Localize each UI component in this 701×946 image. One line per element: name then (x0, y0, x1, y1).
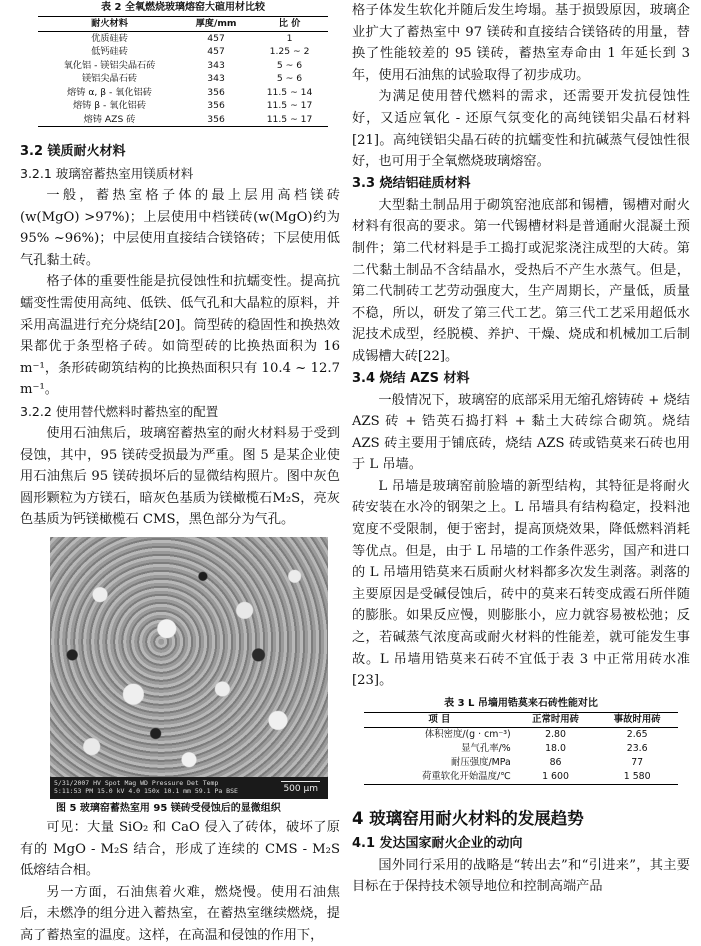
body-paragraph: 格子体发生软化并随后发生垮塌。基于损毁原因，玻璃企业扩大了蓄热室中 97 镁砖和直接结合镁铬砖的用量，替换了性能较差的 95 镁砖，蓄热室寿命由 1 年延长到 3 年，使用石油焦的试验取得了初步成功。 (352, 3, 690, 83)
body-paragraph: 另一方面，石油焦着火难，燃烧慢。使用石油焦后，未燃净的组分进入蓄热室，在蓄热室继续燃烧，提高了蓄热室的温度。这样，在高温和侵蚀的作用下， (20, 884, 340, 943)
body-paragraph: 格子体的重要性能是抗侵蚀性和抗蠕变性。提高抗蠕变性需使用高纯、低铁、低气孔和大晶粒的原料，并采用高温进行充分烧结[20]。筒型砖的稳固性和换热效果都优于条型格子砖。如筒型砖的比换热面积为 16 m⁻¹，条形砖砌筑结构的比换热面积只有 10.4 ~ 12.7 m⁻¹。 (20, 274, 340, 398)
table2-cell: 熔铸 α, β - 氧化铝砖 (67, 86, 152, 98)
table3-cell: 18.0 (545, 742, 566, 754)
body-paragraph: 国外同行采用的战略是“转出去”和“引进来”，其主要目标在于保持技术领导地位和控制高端产品 (352, 857, 690, 895)
table3-caption: 表 3 L 吊墙用锆莫来石砖性能对比 (444, 697, 598, 709)
table3-cell: 1 600 (515, 770, 597, 785)
table-row (364, 756, 678, 770)
table2-caption: 表 2 全氧燃烧玻璃熔窑大碹用材比较 (101, 2, 265, 13)
table-row (38, 86, 328, 100)
table2-cell: 5 ~ 6 (276, 59, 303, 71)
table2-cell: 343 (207, 59, 225, 71)
table2-cell: 5 ~ 6 (276, 73, 303, 84)
subsection-heading: 3.2.1 玻璃窑蓄热室用镁质材料 (20, 166, 194, 181)
section-heading: 3.3 烧结铝硅质材料 (352, 175, 471, 191)
section-heading: 4.1 发达国家耐火企业的动向 (352, 835, 523, 851)
table3-cell: 1 580 (596, 770, 678, 785)
table2-cell: 457 (207, 32, 225, 44)
table3-header: 事故时用砖 (596, 712, 678, 727)
table2-header: 耐火材料 (38, 17, 181, 32)
table3-cell: 86 (549, 756, 562, 768)
table-row (364, 742, 678, 756)
table2-cell: 11.5 ~ 14 (266, 86, 313, 98)
table-row (364, 770, 678, 785)
sem-info-line: 5/31/2007 HV Spot Mag WD Pressure Det Temp (54, 778, 219, 787)
table2 (38, 0, 328, 127)
body-paragraph: 一般，蓄热室格子体的最上层用高档镁砖(w(MgO) >97%)；上层使用中档镁砖(w(MgO)约为95% ~96%)；中层使用直接结合镁铬砖；下层使用低气孔黏土砖。 (20, 188, 340, 268)
table2-cell: 1 (286, 32, 293, 44)
table2-grid (38, 16, 328, 127)
chapter-heading: 4 玻璃窑用耐火材料的发展趋势 (352, 808, 584, 828)
table2-header: 比 价 (251, 17, 328, 32)
table2-cell: 356 (181, 113, 251, 127)
table3-cell: 显气孔率/% (461, 742, 511, 754)
table2-header: 厚度/mm (181, 17, 251, 32)
table2-cell: 1.25 ~ 2 (269, 46, 310, 57)
table3-cell: 荷重软化开始温度/℃ (364, 770, 515, 785)
body-paragraph: 大型黏土制品用于砌筑窑池底部和锡槽，锡槽对耐火材料有很高的要求。第一代锡槽材料是普通耐火混凝土预制件；第二代材料是手工捣打或泥浆浇注成型的大砖。第二代黏土制品不含结晶水，受热后不产生水蒸气。但是，第二代制砖工艺劳动强度大，生产周期长，产量低，质量不稳，所以，研发了第三代工艺。第三代工艺采用超低水泥技术成型，经脱模、养护、干燥、烧成和机械加工后制成锡槽大砖[22]。 (352, 197, 690, 364)
table3-cell: 2.80 (545, 728, 566, 740)
table-row (364, 727, 678, 742)
body-paragraph: L 吊墙是玻璃窑前脸墙的新型结构，其特征是将耐火砖安装在水冷的钢架之上。L 吊墙具有结构稳定，投料池宽度不受限制，便于密封，提高顶烧效果，降低燃料消耗等优点。但是，由于 L 吊墙的工作条件恶劣，国产和进口的 L 吊墙用锆莫来石质耐火材料都多次发生剥落。剥落的主要原因是受碱侵蚀后，砖中的莫来石转变成霞石所伴随的膨胀。如果反应慢，则膨胀小，应力就容易被松弛；反之，若碱蒸气浓度高或耐火材料的性能差，就可能发生事故。L 吊墙用锆莫来石砖不宜低于表 3 中正常用砖水准[23]。 (352, 478, 690, 689)
body-paragraph: 可见：大量 SiO₂ 和 CaO 侵入了砖体，破坏了原有的 MgO - M₂S 结合，形成了连续的 CMS - M₂S 低熔结合相。 (20, 819, 340, 879)
table2-cell: 343 (207, 73, 225, 84)
sem-info-line: 5:11:53 PM 15.0 kV 4.0 150x 10.1 mm 59.1 Pa BSE (54, 786, 238, 795)
table-row (38, 45, 328, 59)
table2-cell: 457 (207, 46, 225, 57)
table2-cell: 镁铝尖晶石砖 (81, 73, 138, 84)
table2-cell: 熔铸 AZS 砖 (38, 113, 181, 127)
table2-cell: 熔铸 β - 氧化铝砖 (72, 100, 147, 111)
table2-cell: 氧化铝 - 镁铝尖晶石砖 (63, 59, 156, 71)
left-column (20, 0, 340, 946)
table3-header: 正常时用砖 (515, 712, 597, 727)
table2-cell: 优质硅砖 (91, 32, 128, 44)
table2-cell: 356 (207, 86, 225, 98)
figure-caption: 图 5 玻璃窑蓄热室用 95 镁砖受侵蚀后的显微组织 (56, 802, 281, 814)
table3-cell: 23.6 (626, 742, 648, 754)
table3-cell: 2.65 (626, 728, 648, 740)
section-heading: 3.4 烧结 AZS 材料 (352, 370, 470, 386)
table2-cell: 低钙硅砖 (91, 46, 128, 57)
micrograph-image (50, 537, 328, 799)
table3-header: 项 目 (364, 712, 515, 727)
table2-cell: 356 (207, 100, 225, 111)
table-row (38, 72, 328, 86)
subsection-heading: 3.2.2 使用替代燃料时蓄热室的配置 (20, 403, 219, 419)
section-heading: 3.2 镁质耐火材料 (20, 144, 126, 159)
table-row (38, 31, 328, 45)
table3-grid (364, 712, 678, 785)
table2-cell: 11.5 ~ 17 (251, 113, 328, 127)
table3-cell: 体积密度/(g · cm⁻³) (424, 728, 511, 740)
table-row (38, 113, 328, 127)
table3-cell: 77 (631, 756, 644, 768)
right-column (352, 0, 690, 898)
table3-cell: 耐压强度/MPa (450, 756, 511, 768)
scale-bar-label: 500 μm (283, 783, 318, 794)
body-paragraph: 为满足使用替代燃料的需求，还需要开发抗侵蚀性好，又适应氧化 - 还原气氛变化的高纯镁铝尖晶石材料[21]。高纯镁铝尖晶石砖的抗蠕变性和抗碱蒸气侵蚀性很好，也可用于全氧燃烧玻璃熔窑。 (352, 89, 690, 170)
table-row (38, 59, 328, 73)
table-row (38, 99, 328, 113)
body-paragraph: 使用石油焦后，玻璃窑蓄热室的耐火材料易于受到侵蚀，其中，95 镁砖受损最为严重。图 5 是某企业使用石油焦后 95 镁砖损坏后的显微结构照片。图中灰色圆形颗粒为方镁石，暗灰色基质为镁橄榄石M₂S，亮灰色基质为钙镁橄榄石 CMS，黑色部分为气孔。 (20, 425, 340, 528)
table3 (364, 696, 678, 785)
body-paragraph: 一般情况下，玻璃窑的底部采用无缩孔熔铸砖 + 烧结 AZS 砖 + 锆英石捣打料 + 黏土大砖综合砌筑。烧结 AZS 砖主要用于铺底砖，烧结 AZS 砖或锆莫来石砖也用于 L 吊墙。 (352, 392, 690, 473)
table2-cell: 11.5 ~ 17 (266, 100, 313, 111)
